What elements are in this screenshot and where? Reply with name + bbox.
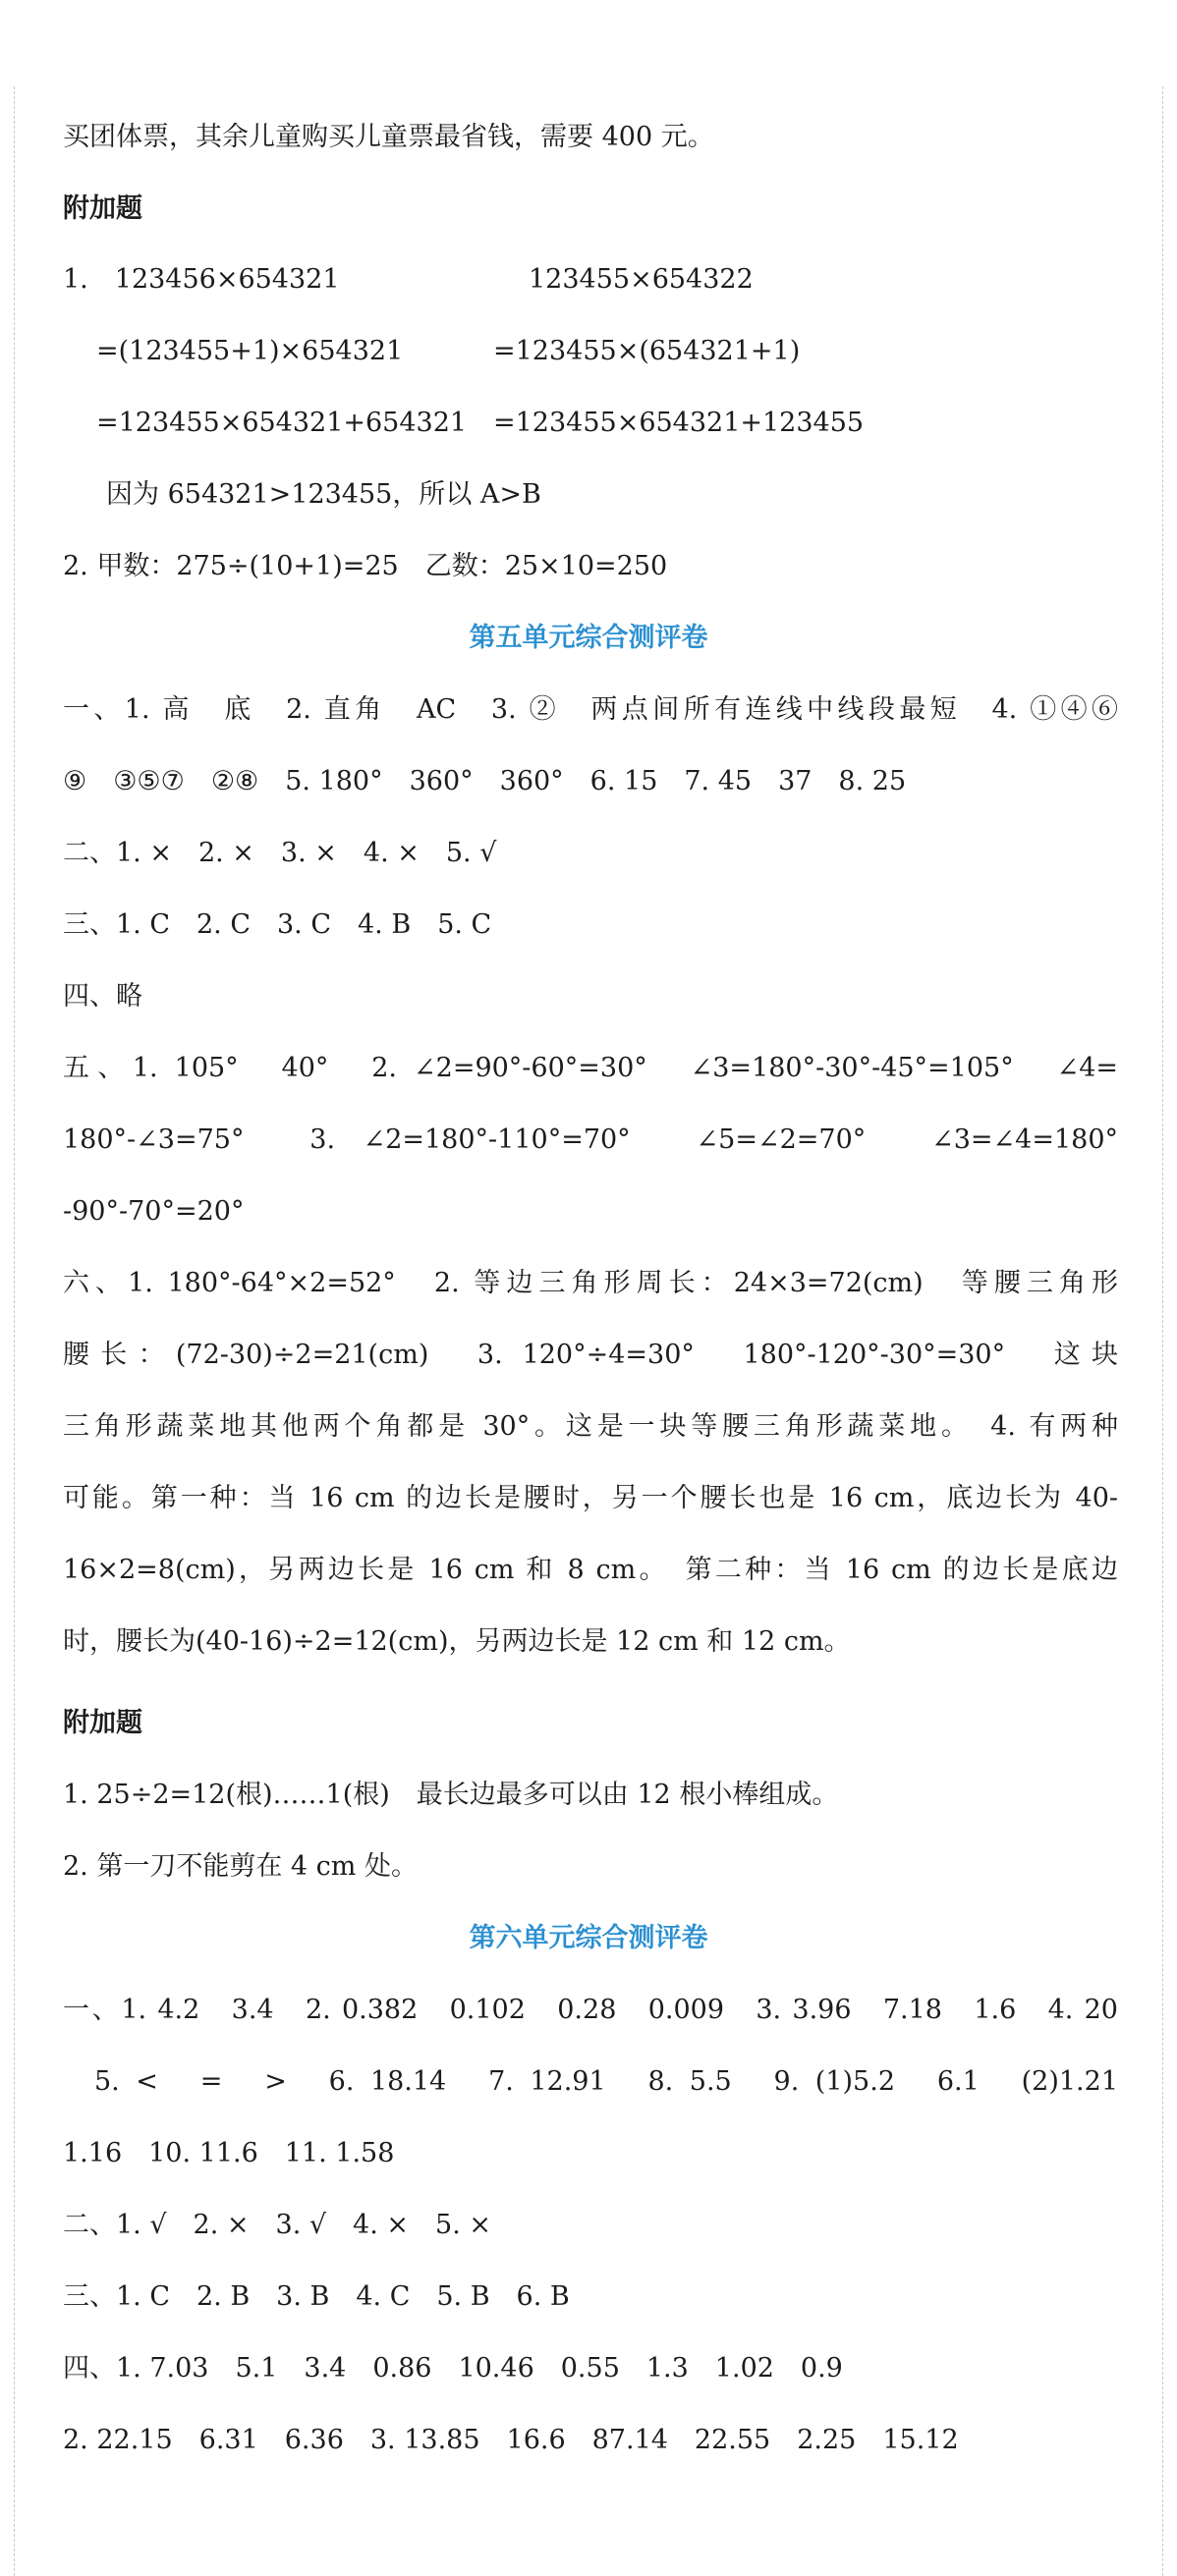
section-heading-bonus: 附加题 [63,193,142,224]
calc-left: =123455×654321+654321 [96,408,468,438]
text-line: 三角形蔬菜地其他两个角都是 30°。这是一块等腰三角形蔬菜地。 4. 有两种 [63,1411,1118,1442]
text-line: 180°-∠3=75° 3. ∠2=180°-110°=70° ∠5=∠2=70° ∠3=∠4=180° [63,1124,1118,1155]
text-line: 买团体票，其余儿童购买儿童票最省钱，需要 400 元。 [63,122,714,152]
calc-right: =123455×(654321+1) [493,336,801,366]
text-line: 二、1. × 2. × 3. × 4. × 5. √ [63,838,497,868]
text-line: 因为 654321>123455，所以 A>B [106,479,541,510]
text-line: 1.16 10. 11.6 11. 1.58 [63,2138,395,2168]
text-line: 5. < = > 6. 18.14 7. 12.91 8. 5.5 9. (1)5.2 6.1 (2)1.21 [94,2066,1118,2097]
text-line: 三、1. C 2. B 3. B 4. C 5. B 6. B [63,2281,570,2312]
text-line: 二、1. √ 2. × 3. √ 4. × 5. × [63,2210,491,2240]
text-line: 四、略 [63,981,142,1012]
text-line: 可能。第一种：当 16 cm 的边长是腰时，另一个腰长也是 16 cm，底边长为 40- [63,1483,1118,1513]
calc-left: =(123455+1)×654321 [96,336,404,366]
calc-left: 1. 123456×654321 [63,264,340,295]
section-title-unit6: 第六单元综合测评卷 [469,1923,708,1953]
calc-right: 123455×654322 [529,264,754,295]
text-line: ⑨ ③⑤⑦ ②⑧ 5. 180° 360° 360° 6. 15 7. 45 37 8. 25 [63,766,907,796]
text-line: 一、1. 4.2 3.4 2. 0.382 0.102 0.28 0.009 3. 3.96 7.18 1.6 4. 20 [63,1995,1118,2025]
text-line: 2. 甲数：275÷(10+1)=25 乙数：25×10=250 [63,551,668,581]
text-line: 2. 第一刀不能剪在 4 cm 处。 [63,1851,418,1882]
text-line: 六、1. 180°-64°×2=52° 2. 等边三角形周长：24×3=72(cm) 等腰三角形 [63,1268,1118,1298]
text-line: 1. 25÷2=12(根)……1(根) 最长边最多可以由 12 根小棒组成。 [63,1780,839,1810]
text-line: 16×2=8(cm)，另两边长是 16 cm 和 8 cm。 第二种：当 16 cm 的边长是底边 [63,1555,1118,1585]
section-heading-bonus: 附加题 [63,1708,142,1738]
left-margin-rule [14,86,15,2576]
calc-right: =123455×654321+123455 [493,408,865,438]
right-margin-rule [1162,86,1163,2576]
text-line: 三、1. C 2. C 3. C 4. B 5. C [63,909,492,940]
text-line: 2. 22.15 6.31 6.36 3. 13.85 16.6 87.14 22.55 2.25 15.12 [63,2425,959,2455]
text-line: 腰长：(72-30)÷2=21(cm) 3. 120°÷4=30° 180°-120°-30°=30° 这块 [63,1340,1118,1370]
text-line: 五、1. 105° 40° 2. ∠2=90°-60°=30° ∠3=180°-30°-45°=105° ∠4= [63,1053,1118,1083]
text-line: 四、1. 7.03 5.1 3.4 0.86 10.46 0.55 1.3 1.02 0.9 [63,2353,843,2384]
text-line: 一、1. 高 底 2. 直角 AC 3. ② 两点间所有连线中线段最短 4. ①④⑥ [63,694,1118,725]
text-line: 时，腰长为(40-16)÷2=12(cm)，另两边长是 12 cm 和 12 cm。 [63,1626,851,1657]
text-line: -90°-70°=20° [63,1196,245,1227]
section-title-unit5: 第五单元综合测评卷 [469,623,708,653]
